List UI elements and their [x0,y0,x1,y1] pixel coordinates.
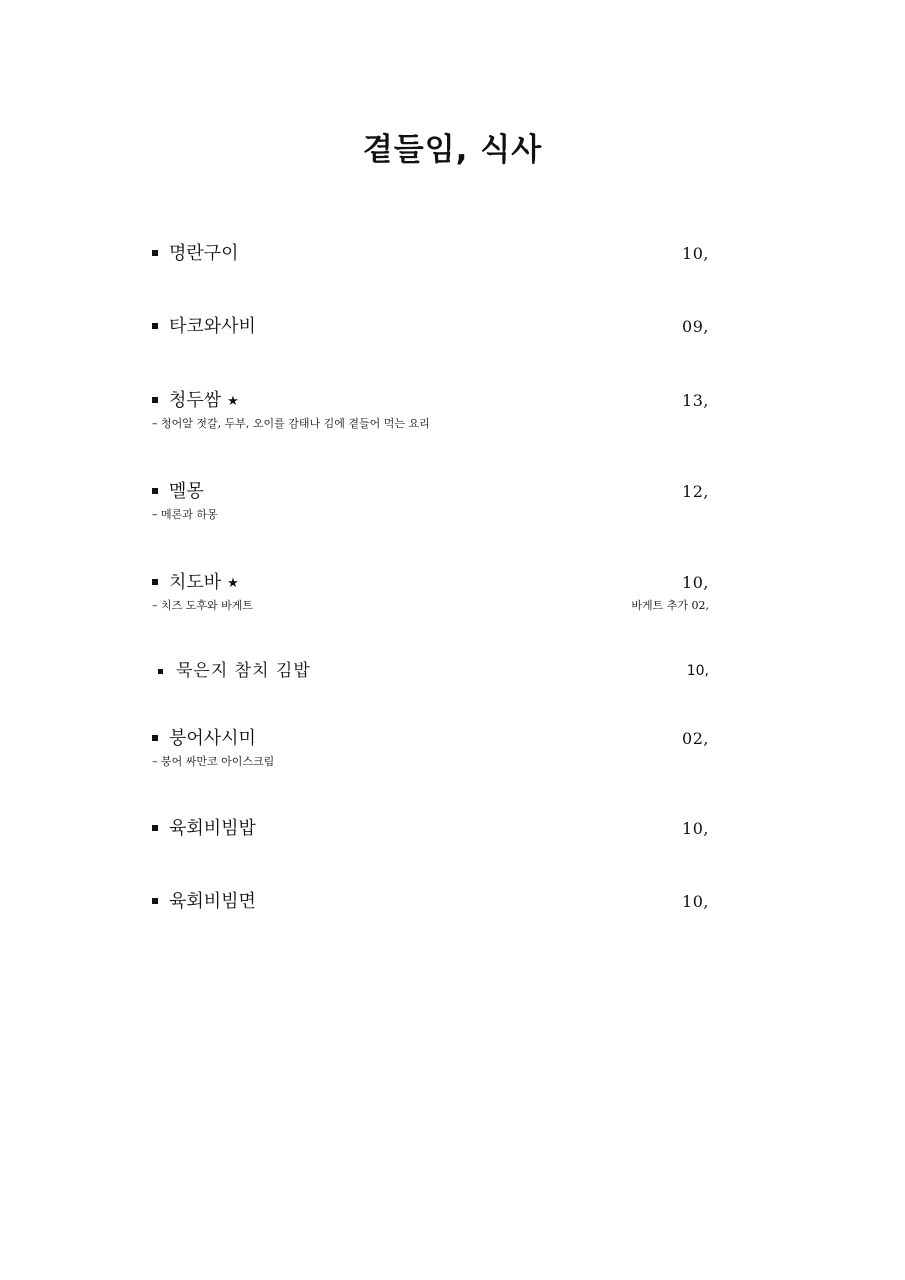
menu-item-description: – 치즈 도후와 바게트 [152,599,253,612]
menu-item [152,479,709,525]
star-icon: ★ [227,576,239,591]
bullet-icon [152,397,158,403]
menu-item [152,388,709,434]
menu-item-price: 10, [682,573,709,592]
menu-item [152,816,709,844]
bullet-icon [158,669,163,674]
menu-item [152,241,709,269]
menu-item-name: 타코와사비 [169,316,256,337]
menu-item [152,314,709,342]
bullet-icon [152,898,158,904]
bullet-icon [152,250,158,256]
menu-item-name-text: 치도바 [169,572,222,593]
menu-item-name: 명란구이 [169,243,239,264]
menu-item-extra-note: 바게트 추가 02, [631,599,709,612]
menu-item-description: – 청어알 젓갈, 두부, 오이를 감태나 김에 곁들어 먹는 요리 [152,417,430,430]
menu-item [152,658,709,686]
menu-item-name: 육회비빔밥 [169,818,256,839]
bullet-icon [152,735,158,741]
menu-item [152,726,709,772]
menu-item [152,889,709,917]
menu-item-name: 멜몽 [169,481,204,502]
menu-item-description: – 메론과 하몽 [152,508,218,521]
menu-item-price: 02, [682,729,709,748]
menu-item-description: – 붕어 싸만코 아이스크림 [152,755,275,768]
bullet-icon [152,488,158,494]
menu-item-price: 09, [682,317,709,336]
menu-item-name: 육회비빔면 [169,891,256,912]
menu-item-price: 10, [686,663,709,679]
star-icon: ★ [227,394,239,409]
bullet-icon [152,825,158,831]
menu-item-price: 10, [682,244,709,263]
menu-item-name: 묵은지 참치 김밥 [176,661,311,681]
menu-item-price: 12, [682,482,709,501]
menu-item-name-text: 청두쌈 [169,390,222,411]
menu-item-name [169,388,239,415]
menu-item-name [169,570,239,597]
page-title: 곁들임, 식사 [362,132,543,168]
menu-item-price: 13, [682,391,709,410]
menu-item-price: 10, [682,819,709,838]
menu-item-name: 붕어사시미 [169,728,256,749]
menu-item [152,570,709,616]
bullet-icon [152,579,158,585]
bullet-icon [152,323,158,329]
menu-item-price: 10, [682,892,709,911]
